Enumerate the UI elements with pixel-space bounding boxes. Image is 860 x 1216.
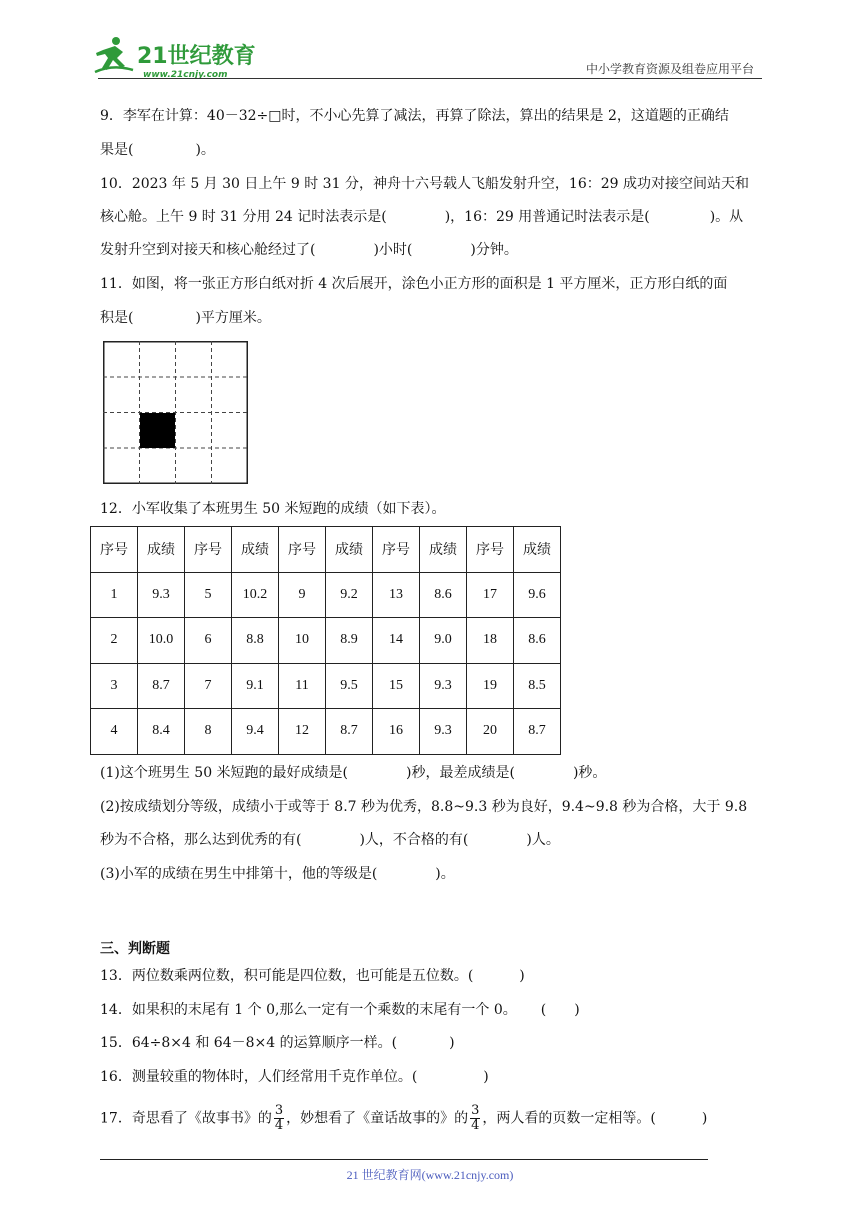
q12-part-3: (3)小军的成绩在男生中排第十，他的等级是( )。 xyxy=(100,866,455,882)
q16-line: 16．测量较重的物体时，人们经常用千克作单位。( ) xyxy=(100,1069,489,1085)
table-header-cell: 成绩 xyxy=(232,527,279,573)
table-cell: 18 xyxy=(467,618,514,664)
table-cell: 14 xyxy=(373,618,420,664)
table-header-cell: 成绩 xyxy=(326,527,373,573)
table-header-cell: 序号 xyxy=(467,527,514,573)
table-cell: 9.4 xyxy=(232,709,279,755)
q10-line-3: 发射升空到对接天和核心舱经过了( )小时( )分钟。 xyxy=(100,242,518,258)
table-header-cell: 成绩 xyxy=(514,527,561,573)
q10-line-1: 10．2023 年 5 月 30 日上午 9 时 31 分，神舟十六号载人飞船发射升空，16：29 成功对接空间站天和 xyxy=(100,176,750,192)
table-cell: 8.7 xyxy=(514,709,561,755)
q12-part-2-line-1: (2)按成绩划分等级，成绩小于或等于 8.7 秒为优秀，8.8~9.3 秒为良好，9.4~9.8 秒为合格，大于 9.8 xyxy=(100,799,748,815)
q9-line-2: 果是( )。 xyxy=(100,142,215,158)
runner-icon xyxy=(95,37,133,72)
table-cell: 6 xyxy=(185,618,232,664)
table-cell: 1 xyxy=(91,572,138,618)
table-cell: 8.7 xyxy=(138,663,185,709)
table-cell: 10.2 xyxy=(232,572,279,618)
q13-line: 13．两位数乘两位数，积可能是四位数，也可能是五位数。( ) xyxy=(100,968,525,984)
table-cell: 20 xyxy=(467,709,514,755)
table-cell: 10 xyxy=(279,618,326,664)
table-cell: 8.5 xyxy=(514,663,561,709)
table-cell: 8.8 xyxy=(232,618,279,664)
table-cell: 17 xyxy=(467,572,514,618)
footer-rule xyxy=(100,1159,708,1160)
table-cell: 2 xyxy=(91,618,138,664)
table-cell: 3 xyxy=(91,663,138,709)
table-row xyxy=(91,618,561,664)
table-row xyxy=(91,663,561,709)
table-header-cell: 序号 xyxy=(91,527,138,573)
table-cell: 9.0 xyxy=(420,618,467,664)
q15-line: 15．64÷8×4 和 64－8×4 的运算顺序一样。( ) xyxy=(100,1035,455,1051)
table-cell: 7 xyxy=(185,663,232,709)
q12-part-2-line-2: 秒为不合格，那么达到优秀的有( )人，不合格的有( )人。 xyxy=(100,832,560,848)
table-cell: 9.2 xyxy=(326,572,373,618)
table-cell: 9 xyxy=(279,572,326,618)
fraction: $\frac{3}{4}$ xyxy=(471,1103,480,1133)
q9-line-1: 9．李军在计算：40－32÷□时，不小心先算了减法，再算了除法，算出的结果是 2，这道题的正确结 xyxy=(100,108,729,124)
table-cell: 15 xyxy=(373,663,420,709)
header-rule xyxy=(98,78,762,79)
table-header-cell: 序号 xyxy=(279,527,326,573)
page-header xyxy=(0,0,860,90)
table-header-cell: 成绩 xyxy=(138,527,185,573)
table-cell: 9.6 xyxy=(514,572,561,618)
q10-line-2: 核心舱。上午 9 时 31 分用 24 记时法表示是( )，16：29 用普通记时法表示是( )。从 xyxy=(100,209,744,225)
table-cell: 19 xyxy=(467,663,514,709)
q12-part-1: (1)这个班男生 50 米短跑的最好成绩是( )秒，最差成绩是( )秒。 xyxy=(100,765,607,781)
table-cell: 5 xyxy=(185,572,232,618)
fraction: $\frac{3}{4}$ xyxy=(274,1103,284,1133)
logo-text: 21世纪教育 xyxy=(137,44,256,69)
shaded-square xyxy=(140,413,175,448)
table-cell: 8.6 xyxy=(420,572,467,618)
table-cell: 16 xyxy=(373,709,420,755)
section-heading: 三、判断题 xyxy=(100,941,170,957)
table-row xyxy=(91,572,561,618)
table-header-row xyxy=(91,527,561,573)
table-cell: 12 xyxy=(279,709,326,755)
q11-line-1: 11．如图，将一张正方形白纸对折 4 次后展开，涂色小正方形的面积是 1 平方厘米，正方形白纸的面 xyxy=(100,276,728,292)
footer-text[interactable]: 21 世纪教育网(www.21cnjy.com) xyxy=(346,1168,514,1182)
table-cell: 4 xyxy=(91,709,138,755)
table-cell: 9.3 xyxy=(420,709,467,755)
folded-paper-figure xyxy=(103,341,248,484)
table-row xyxy=(91,709,561,755)
logo-url: www.21cnjy.com xyxy=(143,70,228,80)
table-header-cell: 序号 xyxy=(373,527,420,573)
table-cell: 13 xyxy=(373,572,420,618)
table-header-cell: 成绩 xyxy=(420,527,467,573)
table-cell: 10.0 xyxy=(138,618,185,664)
table-cell: 8.4 xyxy=(138,709,185,755)
table-cell: 9.3 xyxy=(138,572,185,618)
table-cell: 9.3 xyxy=(420,663,467,709)
table-cell: 8.9 xyxy=(326,618,373,664)
platform-name: 中小学教育资源及组卷应用平台 xyxy=(585,62,754,76)
q11-line-2: 积是( )平方厘米。 xyxy=(100,310,271,326)
q12-intro: 12．小军收集了本班男生 50 米短跑的成绩（如下表）。 xyxy=(100,501,446,517)
site-logo xyxy=(93,36,263,80)
table-cell: 11 xyxy=(279,663,326,709)
table-cell: 9.5 xyxy=(326,663,373,709)
q17-line: 17．奇思看了《故事书》的 $\frac{3}{4}$ ，妙想看了《童话故事的》的 $\frac{3}{4}$ ，两人看的页数一定相等。( ) xyxy=(100,1103,708,1133)
q14-line: 14．如果积的末尾有 1 个 0,那么一定有一个乘数的末尾有一个 0。 ( ) xyxy=(100,1002,580,1018)
table-cell: 9.1 xyxy=(232,663,279,709)
table-header-cell: 序号 xyxy=(185,527,232,573)
table-cell: 8 xyxy=(185,709,232,755)
table-cell: 8.6 xyxy=(514,618,561,664)
scores-table xyxy=(90,526,561,755)
table-cell: 8.7 xyxy=(326,709,373,755)
